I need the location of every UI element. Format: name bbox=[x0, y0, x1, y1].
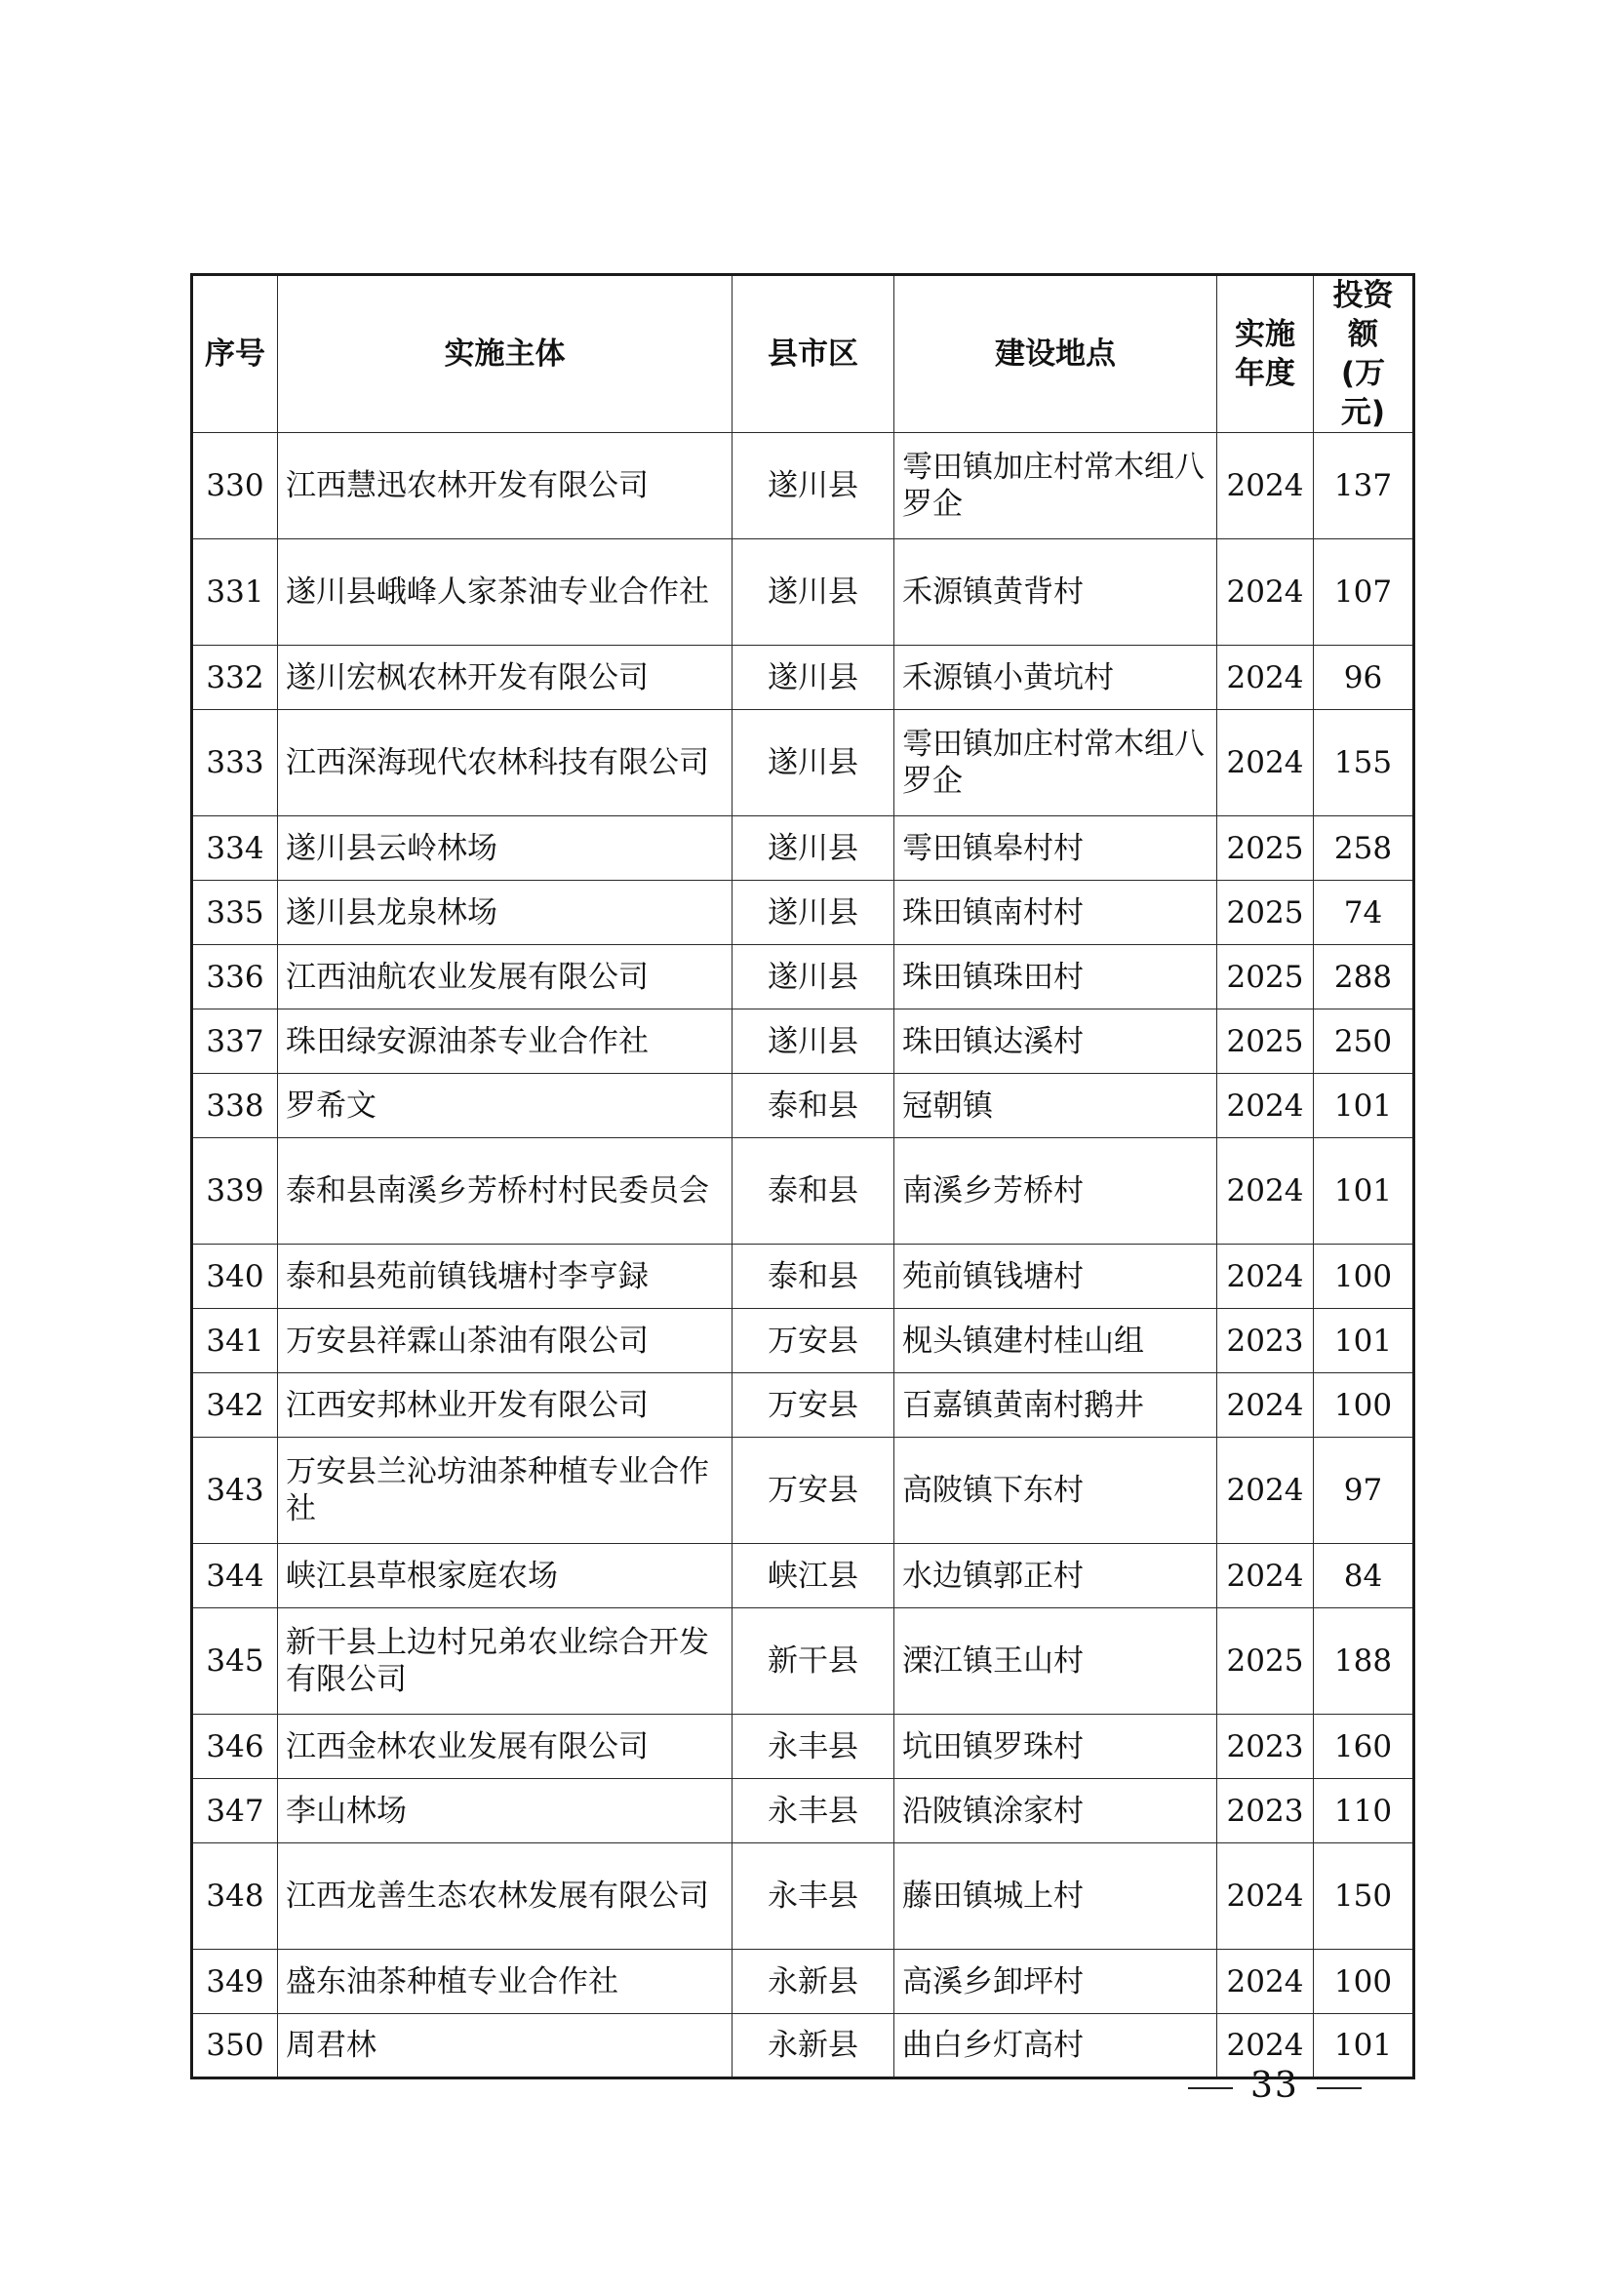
table-row bbox=[192, 1950, 1414, 2014]
row-year: 2024 bbox=[1217, 2014, 1314, 2078]
row-location: 苑前镇钱塘村 bbox=[894, 1245, 1217, 1309]
row-location: 沿陂镇涂家村 bbox=[894, 1779, 1217, 1843]
row-amount: 188 bbox=[1314, 1608, 1414, 1715]
row-entity: 江西慧迅农林开发有限公司 bbox=[278, 433, 733, 539]
row-index: 337 bbox=[192, 1009, 278, 1074]
row-location: 水边镇郭正村 bbox=[894, 1544, 1217, 1608]
row-location: 溧江镇王山村 bbox=[894, 1608, 1217, 1715]
row-index: 347 bbox=[192, 1779, 278, 1843]
row-location: 冠朝镇 bbox=[894, 1074, 1217, 1138]
row-index: 346 bbox=[192, 1715, 278, 1779]
table-row bbox=[192, 710, 1414, 816]
row-index: 332 bbox=[192, 646, 278, 710]
row-entity: 江西龙善生态农林发展有限公司 bbox=[278, 1843, 733, 1950]
row-county: 峡江县 bbox=[733, 1544, 894, 1608]
row-entity: 江西深海现代农林科技有限公司 bbox=[278, 710, 733, 816]
row-index: 344 bbox=[192, 1544, 278, 1608]
row-location: 禾源镇小黄坑村 bbox=[894, 646, 1217, 710]
table-row bbox=[192, 1245, 1414, 1309]
row-amount: 258 bbox=[1314, 816, 1414, 881]
page-number-dash-left bbox=[1188, 2087, 1233, 2089]
row-entity: 峡江县草根家庭农场 bbox=[278, 1544, 733, 1608]
header-row bbox=[192, 275, 1414, 433]
page-number bbox=[1170, 2066, 1379, 2106]
row-county: 新干县 bbox=[733, 1608, 894, 1715]
row-entity: 江西金林农业发展有限公司 bbox=[278, 1715, 733, 1779]
table-row bbox=[192, 1138, 1414, 1245]
page-number-value: 33 bbox=[1250, 2066, 1299, 2106]
row-location: 南溪乡芳桥村 bbox=[894, 1138, 1217, 1245]
row-amount: 110 bbox=[1314, 1779, 1414, 1843]
header-year bbox=[1217, 275, 1314, 433]
row-entity: 新干县上边村兄弟农业综合开发有限公司 bbox=[278, 1608, 733, 1715]
row-index: 330 bbox=[192, 433, 278, 539]
row-index: 336 bbox=[192, 945, 278, 1009]
table-row bbox=[192, 1843, 1414, 1950]
row-amount: 288 bbox=[1314, 945, 1414, 1009]
row-location: 珠田镇南村村 bbox=[894, 881, 1217, 945]
row-county: 永丰县 bbox=[733, 1779, 894, 1843]
row-index: 331 bbox=[192, 539, 278, 646]
row-year: 2024 bbox=[1217, 1074, 1314, 1138]
row-index: 338 bbox=[192, 1074, 278, 1138]
row-index: 342 bbox=[192, 1373, 278, 1438]
table-row bbox=[192, 1608, 1414, 1715]
row-entity: 泰和县苑前镇钱塘村李亨録 bbox=[278, 1245, 733, 1309]
row-county: 泰和县 bbox=[733, 1245, 894, 1309]
row-index: 339 bbox=[192, 1138, 278, 1245]
row-entity: 万安县兰沁坊油茶种植专业合作社 bbox=[278, 1438, 733, 1544]
row-index: 348 bbox=[192, 1843, 278, 1950]
row-county: 遂川县 bbox=[733, 881, 894, 945]
table-row bbox=[192, 1438, 1414, 1544]
row-year: 2024 bbox=[1217, 433, 1314, 539]
row-year: 2024 bbox=[1217, 1373, 1314, 1438]
row-index: 333 bbox=[192, 710, 278, 816]
page-number-dash-right bbox=[1317, 2087, 1362, 2089]
row-year: 2024 bbox=[1217, 1950, 1314, 2014]
row-entity: 遂川县龙泉林场 bbox=[278, 881, 733, 945]
row-entity: 周君林 bbox=[278, 2014, 733, 2078]
row-index: 349 bbox=[192, 1950, 278, 2014]
row-amount: 74 bbox=[1314, 881, 1414, 945]
row-county: 遂川县 bbox=[733, 816, 894, 881]
row-amount: 84 bbox=[1314, 1544, 1414, 1608]
row-location: 百嘉镇黄南村鹅井 bbox=[894, 1373, 1217, 1438]
header-county: 县市区 bbox=[733, 275, 894, 433]
row-year: 2025 bbox=[1217, 1608, 1314, 1715]
row-index: 340 bbox=[192, 1245, 278, 1309]
row-index: 335 bbox=[192, 881, 278, 945]
table-row bbox=[192, 1715, 1414, 1779]
row-county: 永新县 bbox=[733, 1950, 894, 2014]
row-location: 曲白乡灯高村 bbox=[894, 2014, 1217, 2078]
row-location: 雩田镇加庄村常木组八罗企 bbox=[894, 433, 1217, 539]
table-row bbox=[192, 881, 1414, 945]
row-county: 万安县 bbox=[733, 1438, 894, 1544]
row-amount: 101 bbox=[1314, 2014, 1414, 2078]
row-amount: 101 bbox=[1314, 1074, 1414, 1138]
row-entity: 万安县祥霖山茶油有限公司 bbox=[278, 1309, 733, 1373]
row-year: 2024 bbox=[1217, 539, 1314, 646]
row-entity: 江西油航农业发展有限公司 bbox=[278, 945, 733, 1009]
row-year: 2023 bbox=[1217, 1779, 1314, 1843]
row-amount: 96 bbox=[1314, 646, 1414, 710]
row-amount: 137 bbox=[1314, 433, 1414, 539]
row-county: 永丰县 bbox=[733, 1715, 894, 1779]
row-year: 2024 bbox=[1217, 1138, 1314, 1245]
row-amount: 101 bbox=[1314, 1138, 1414, 1245]
row-amount: 100 bbox=[1314, 1245, 1414, 1309]
table-row bbox=[192, 1074, 1414, 1138]
row-entity: 珠田绿安源油茶专业合作社 bbox=[278, 1009, 733, 1074]
row-year: 2024 bbox=[1217, 1843, 1314, 1950]
row-entity: 遂川宏枫农林开发有限公司 bbox=[278, 646, 733, 710]
row-amount: 100 bbox=[1314, 1950, 1414, 2014]
row-location: 珠田镇珠田村 bbox=[894, 945, 1217, 1009]
header-amount-line1: 投资额 bbox=[1332, 278, 1394, 352]
row-year: 2024 bbox=[1217, 1438, 1314, 1544]
row-county: 遂川县 bbox=[733, 945, 894, 1009]
row-year: 2024 bbox=[1217, 710, 1314, 816]
row-year: 2025 bbox=[1217, 1009, 1314, 1074]
row-county: 泰和县 bbox=[733, 1138, 894, 1245]
table-row bbox=[192, 646, 1414, 710]
row-entity: 泰和县南溪乡芳桥村村民委员会 bbox=[278, 1138, 733, 1245]
table-row bbox=[192, 1373, 1414, 1438]
row-location: 藤田镇城上村 bbox=[894, 1843, 1217, 1950]
row-location: 坑田镇罗珠村 bbox=[894, 1715, 1217, 1779]
header-amount bbox=[1314, 275, 1414, 433]
row-entity: 遂川县云岭林场 bbox=[278, 816, 733, 881]
row-amount: 100 bbox=[1314, 1373, 1414, 1438]
header-amount-line2: (万元) bbox=[1340, 356, 1386, 430]
table-row bbox=[192, 1309, 1414, 1373]
row-entity: 罗希文 bbox=[278, 1074, 733, 1138]
row-year: 2024 bbox=[1217, 1544, 1314, 1608]
row-amount: 150 bbox=[1314, 1843, 1414, 1950]
row-year: 2023 bbox=[1217, 1309, 1314, 1373]
row-location: 禾源镇黄背村 bbox=[894, 539, 1217, 646]
table-row bbox=[192, 1544, 1414, 1608]
row-location: 珠田镇达溪村 bbox=[894, 1009, 1217, 1074]
header-year-line1: 实施 bbox=[1235, 317, 1295, 352]
project-table bbox=[190, 273, 1415, 2079]
row-location: 枧头镇建村桂山组 bbox=[894, 1309, 1217, 1373]
row-amount: 97 bbox=[1314, 1438, 1414, 1544]
table-row bbox=[192, 945, 1414, 1009]
row-year: 2025 bbox=[1217, 881, 1314, 945]
row-location: 雩田镇皋村村 bbox=[894, 816, 1217, 881]
row-county: 遂川县 bbox=[733, 1009, 894, 1074]
row-year: 2024 bbox=[1217, 646, 1314, 710]
row-location: 高溪乡卸坪村 bbox=[894, 1950, 1217, 2014]
table-row bbox=[192, 1009, 1414, 1074]
row-amount: 155 bbox=[1314, 710, 1414, 816]
header-index: 序号 bbox=[192, 275, 278, 433]
row-county: 万安县 bbox=[733, 1309, 894, 1373]
row-entity: 李山林场 bbox=[278, 1779, 733, 1843]
row-entity: 遂川县峨峰人家茶油专业合作社 bbox=[278, 539, 733, 646]
row-index: 334 bbox=[192, 816, 278, 881]
table-row bbox=[192, 816, 1414, 881]
row-county: 遂川县 bbox=[733, 433, 894, 539]
row-county: 永新县 bbox=[733, 2014, 894, 2078]
row-year: 2025 bbox=[1217, 945, 1314, 1009]
row-county: 遂川县 bbox=[733, 539, 894, 646]
row-amount: 101 bbox=[1314, 1309, 1414, 1373]
header-location: 建设地点 bbox=[894, 275, 1217, 433]
table-row bbox=[192, 433, 1414, 539]
table-row bbox=[192, 539, 1414, 646]
table-row bbox=[192, 1779, 1414, 1843]
row-year: 2025 bbox=[1217, 816, 1314, 881]
row-index: 343 bbox=[192, 1438, 278, 1544]
row-entity: 盛东油茶种植专业合作社 bbox=[278, 1950, 733, 2014]
row-amount: 250 bbox=[1314, 1009, 1414, 1074]
row-index: 345 bbox=[192, 1608, 278, 1715]
row-location: 雩田镇加庄村常木组八罗企 bbox=[894, 710, 1217, 816]
header-entity: 实施主体 bbox=[278, 275, 733, 433]
row-county: 遂川县 bbox=[733, 710, 894, 816]
row-county: 万安县 bbox=[733, 1373, 894, 1438]
row-index: 341 bbox=[192, 1309, 278, 1373]
row-location: 高陂镇下东村 bbox=[894, 1438, 1217, 1544]
row-index: 350 bbox=[192, 2014, 278, 2078]
row-year: 2024 bbox=[1217, 1245, 1314, 1309]
row-county: 泰和县 bbox=[733, 1074, 894, 1138]
header-year-line2: 年度 bbox=[1235, 356, 1295, 391]
row-entity: 江西安邦林业开发有限公司 bbox=[278, 1373, 733, 1438]
row-county: 遂川县 bbox=[733, 646, 894, 710]
row-amount: 107 bbox=[1314, 539, 1414, 646]
row-county: 永丰县 bbox=[733, 1843, 894, 1950]
row-year: 2023 bbox=[1217, 1715, 1314, 1779]
row-amount: 160 bbox=[1314, 1715, 1414, 1779]
